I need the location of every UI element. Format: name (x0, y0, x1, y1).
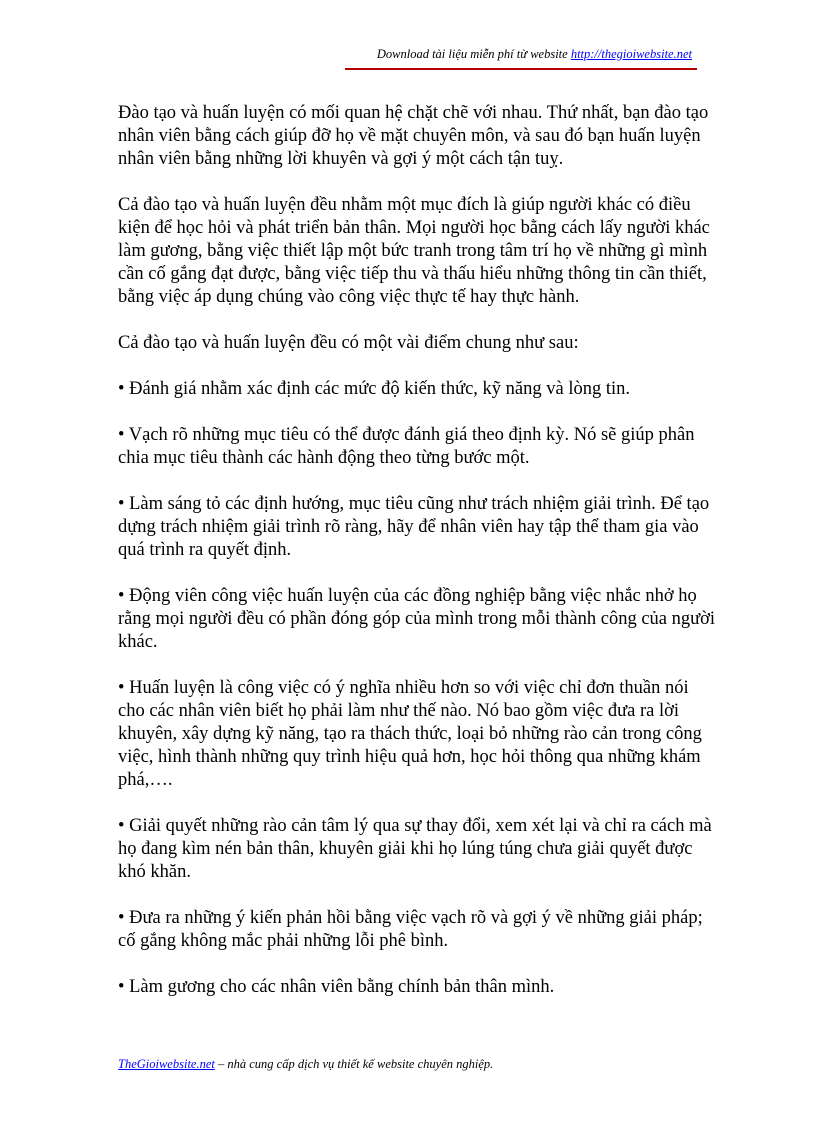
footer-text: – nhà cung cấp dịch vụ thiết kế website chuyên nghiệp. (214, 1057, 494, 1071)
bullet-item: • Vạch rõ những mục tiêu có thể được đánh giá theo định kỳ. Nó sẽ giúp phân chia mục tiêu thành các hành động theo từng bước một. (118, 425, 695, 468)
bullet-item: • Đưa ra những ý kiến phản hồi bằng việc vạch rõ và gợi ý về những giải pháp; cố gắng không mắc phải những lỗi phê bình. (118, 908, 703, 951)
paragraph-intro: Đào tạo và huấn luyện có mối quan hệ chặt chẽ với nhau. Thứ nhất, bạn đào tạo nhân viên bằng cách giúp đỡ họ về mặt chuyên môn, và sau đó bạn huấn luyện nhân viên bằng những lời khuyên và gợi ý một cách tận tuỵ. (118, 103, 709, 169)
bullet-item: • Giải quyết những rào cản tâm lý qua sự thay đổi, xem xét lại và chỉ ra cách mà họ đang kìm nén bản thân, khuyên giải khi họ lúng túng chưa giải quyết được khó khăn. (118, 816, 712, 882)
paragraph-common-points: Cả đào tạo và huấn luyện đều có một vài điểm chung như sau: (118, 333, 579, 353)
footer-website-link[interactable]: TheGioiwebsite.net (118, 1057, 215, 1071)
document-body (118, 102, 718, 1022)
header-text: Download tài liệu miễn phí từ website (376, 47, 571, 61)
page-footer (118, 1056, 493, 1072)
page-header (118, 46, 692, 62)
paragraph-purpose: Cả đào tạo và huấn luyện đều nhằm một mục đích là giúp người khác có điều kiện để học hỏi và phát triển bản thân. Mọi người học bằng cách lấy người khác làm gương, bằng việc thiết lập một bức tranh trong tâm trí họ về những gì mình cần cố gắng đạt được, bằng việc tiếp thu và thấu hiểu những thông tin cần thiết, bằng việc áp dụng chúng vào công việc thực tế hay thực hành. (118, 195, 710, 307)
bullet-item: • Đánh giá nhằm xác định các mức độ kiến thức, kỹ năng và lòng tin. (118, 379, 631, 399)
bullet-item: • Huấn luyện là công việc có ý nghĩa nhiều hơn so với việc chỉ đơn thuần nói cho các nhân viên biết họ phải làm như thế nào. Nó bao gồm việc đưa ra lời khuyên, xây dựng kỹ năng, tạo ra thách thức, loại bỏ những rào cản trong công việc, hình thành những quy trình hiệu quả hơn, học hỏi thông qua những khám phá,…. (118, 678, 702, 790)
bullet-item: • Làm sáng tỏ các định hướng, mục tiêu cũng như trách nhiệm giải trình. Để tạo dựng trách nhiệm giải trình rõ ràng, hãy để nhân viên hay tập thể tham gia vào quá trình ra quyết định. (118, 494, 710, 560)
bullet-item: • Làm gương cho các nhân viên bằng chính bản thân mình. (118, 977, 555, 997)
bullet-item: • Động viên công việc huấn luyện của các đồng nghiệp bằng việc nhắc nhở họ rằng mọi người đều có phần đóng góp của mình trong mỗi thành công của người khác. (118, 586, 716, 652)
header-divider (345, 68, 697, 70)
header-website-link[interactable]: http://thegioiwebsite.net (570, 47, 692, 61)
